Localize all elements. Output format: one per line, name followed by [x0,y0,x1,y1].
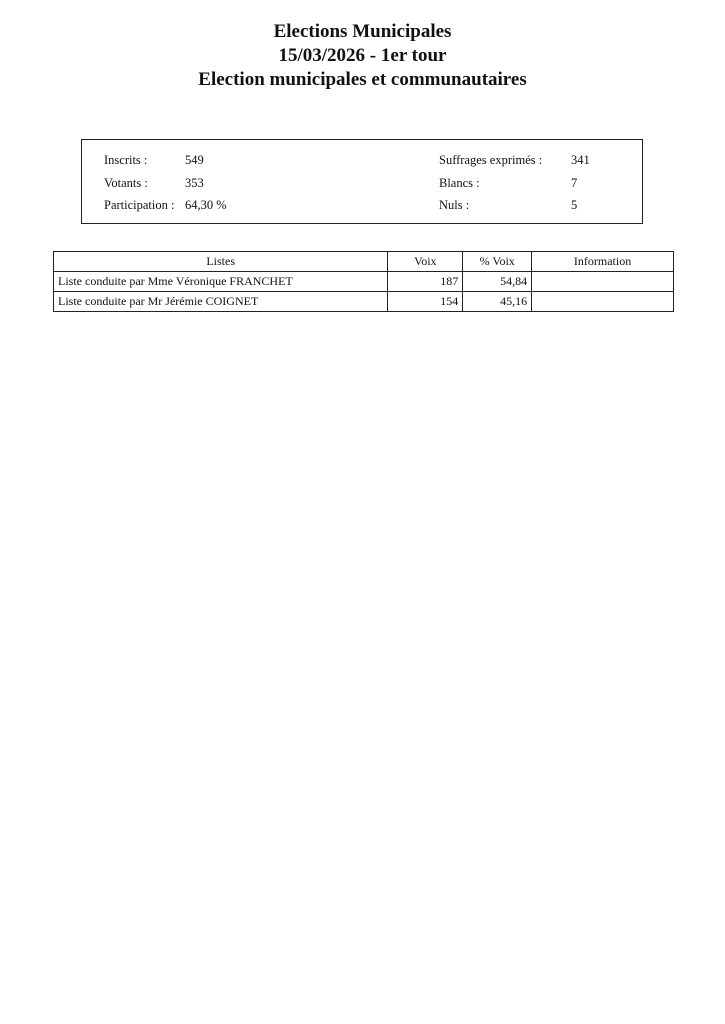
list-votes: 154 [388,292,463,312]
exprimes-label: Suffrages exprimés : [439,153,543,167]
list-name: Liste conduite par Mme Véronique FRANCHET [54,272,388,292]
column-header-listes: Listes [54,252,388,272]
exprimes-value: 341 [571,153,590,167]
votants-label: Votants : [104,176,148,190]
column-header-voix: Voix [388,252,463,272]
election-subtitle: Election municipales et communautaires [198,69,527,90]
document-header [0,20,725,92]
results-table [53,251,674,312]
document-title: Elections Municipales [273,21,452,42]
results-header-row [54,252,674,272]
list-information [532,272,674,292]
list-votes: 187 [388,272,463,292]
blancs-label: Blancs : [439,176,480,190]
participation-label: Participation : [104,198,175,212]
table-row [54,292,674,312]
column-header-information: Information [532,252,674,272]
inscrits-value: 549 [185,153,204,167]
table-row [54,272,674,292]
list-information [532,292,674,312]
turnout-summary-box [81,139,643,224]
column-header-pct-voix: % Voix [463,252,532,272]
participation-value: 64,30 % [185,198,227,212]
list-vote-percent: 54,84 [463,272,532,292]
list-name: Liste conduite par Mr Jérémie COIGNET [54,292,388,312]
blancs-value: 7 [571,176,578,190]
nuls-label: Nuls : [439,198,470,212]
election-date-round: 15/03/2026 - 1er tour [278,45,447,66]
inscrits-label: Inscrits : [104,153,148,167]
list-vote-percent: 45,16 [463,292,532,312]
votants-value: 353 [185,176,204,190]
nuls-value: 5 [571,198,578,212]
